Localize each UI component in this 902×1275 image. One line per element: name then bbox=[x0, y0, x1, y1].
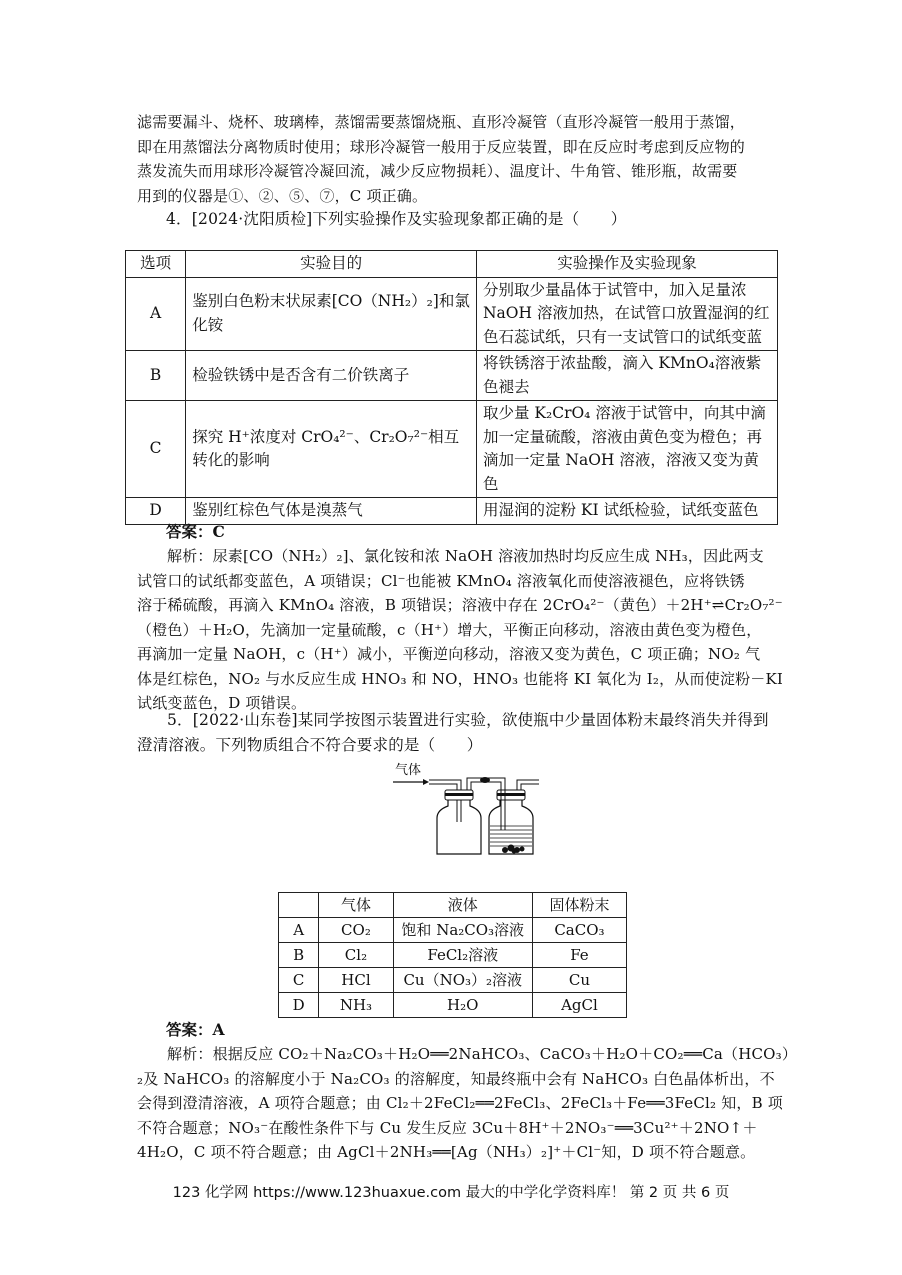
option-cell: D bbox=[279, 993, 319, 1018]
liquid-cell: FeCl₂溶液 bbox=[393, 943, 532, 968]
purpose-cell: 探究 H⁺浓度对 CrO₄²⁻、Cr₂O₇²⁻相互转化的影响 bbox=[186, 401, 477, 498]
bottle-1 bbox=[437, 800, 481, 854]
table-row bbox=[126, 277, 778, 351]
text-line: 试管口的试纸都变蓝色，A 项错误；Cl⁻也能被 KMnO₄ 溶液氧化而使溶液褪色，应将铁锈 bbox=[137, 571, 745, 590]
text-line: 会得到澄清溶液，A 项符合题意；由 Cl₂＋2FeCl₂══2FeCl₃、2FeCl₃＋Fe══3FeCl₂ 知，B 项 bbox=[137, 1094, 783, 1112]
tube-joint bbox=[480, 777, 490, 783]
solid-cell: Fe bbox=[532, 943, 626, 968]
text-line: 用到的仪器是①、②、⑤、⑦，C 项正确。 bbox=[137, 186, 428, 205]
purpose-cell: 鉴别白色粉末状尿素[CO（NH₂）₂]和氯化铵 bbox=[186, 277, 477, 351]
option-cell: B bbox=[126, 351, 186, 401]
text-line: 不符合题意；NO₃⁻在酸性条件下与 Cu 发生反应 3Cu＋8H⁺＋2NO₃⁻══3Cu²⁺＋2NO↑＋ bbox=[137, 1118, 758, 1137]
table-row bbox=[279, 968, 627, 993]
text-line: 解析：尿素[CO（NH₂）₂]、氯化铵和浓 NaOH 溶液加热时均反应生成 NH₃，因此两支 bbox=[167, 547, 764, 565]
text-line: 再滴加一定量 NaOH，c（H⁺）减小，平衡逆向移动，溶液又变为黄色，C 项正确；NO₂ 气 bbox=[137, 645, 761, 663]
solid-cell: Cu bbox=[532, 968, 626, 993]
liquid-cell: Cu（NO₃）₂溶液 bbox=[393, 968, 532, 993]
gas-cell: HCl bbox=[319, 968, 393, 993]
solid-cell: AgCl bbox=[532, 993, 626, 1018]
header-solid: 固体粉末 bbox=[532, 893, 626, 918]
question-4-stem: 4．[2024·沈阳质检]下列实验操作及实验现象都正确的是（ ） bbox=[166, 210, 627, 228]
question-4-analysis bbox=[137, 544, 784, 716]
question-5-table bbox=[278, 892, 627, 1018]
header-liquid: 液体 bbox=[393, 893, 532, 918]
question-5-stem bbox=[137, 708, 777, 757]
header-blank bbox=[279, 893, 319, 918]
text-line: ₂及 NaHCO₃ 的溶解度小于 Na₂CO₃ 的溶解度，知最终瓶中会有 NaHCO₃ 白色晶体析出，不 bbox=[137, 1069, 775, 1088]
liquid-cell: 饱和 Na₂CO₃溶液 bbox=[393, 918, 532, 943]
text-line: 滤需要漏斗、烧杯、玻璃棒，蒸馏需要蒸馏烧瓶、直形冷凝管（直形冷凝管一般用于蒸馏， bbox=[137, 113, 746, 131]
header-operation: 实验操作及实验现象 bbox=[476, 251, 777, 278]
purpose-cell: 检验铁锈中是否含有二价铁离子 bbox=[186, 351, 477, 401]
previous-explanation bbox=[137, 110, 777, 208]
inlet-tube bbox=[429, 780, 461, 822]
option-cell: C bbox=[279, 968, 319, 993]
text-line: 蒸发流失而用球形冷凝管冷凝回流，减少反应物损耗）、温度计、牛角管、锥形瓶，故需要 bbox=[137, 162, 738, 180]
table-row bbox=[279, 943, 627, 968]
option-cell: A bbox=[279, 918, 319, 943]
option-cell: C bbox=[126, 401, 186, 498]
table-header-row bbox=[126, 251, 778, 278]
liquid-hatching bbox=[490, 826, 532, 846]
text-line: 试纸变蓝色，D 项错误。 bbox=[137, 694, 307, 712]
question-4-table bbox=[125, 250, 778, 525]
arrow-head bbox=[423, 779, 429, 785]
outlet-tube bbox=[517, 780, 539, 790]
table-row bbox=[126, 351, 778, 401]
text-line: 体是红棕色，NO₂ 与水反应生成 HNO₃ 和 NO，HNO₃ 也能将 KI 氧化为 I₂，从而使淀粉－KI bbox=[137, 669, 784, 688]
text-line: 澄清溶液。下列物质组合不符合要求的是（ ） bbox=[137, 735, 483, 754]
table-row bbox=[126, 401, 778, 498]
gas-washing-apparatus bbox=[393, 760, 553, 870]
option-cell: D bbox=[126, 498, 186, 525]
header-purpose: 实验目的 bbox=[186, 251, 477, 278]
question-4-answer: 答案：C bbox=[166, 522, 225, 541]
option-cell: A bbox=[126, 277, 186, 351]
question-5-analysis bbox=[137, 1042, 798, 1165]
solid-cell: CaCO₃ bbox=[532, 918, 626, 943]
operation-cell: 分别取少量晶体于试管中，加入足量浓NaOH 溶液加热，在试管口放置湿润的红色石蕊试纸，只有一支试管口的试纸变蓝 bbox=[476, 277, 777, 351]
stopper-1-band bbox=[445, 793, 473, 796]
table-row bbox=[279, 993, 627, 1018]
gas-cell: Cl₂ bbox=[319, 943, 393, 968]
liquid-cell: H₂O bbox=[393, 993, 532, 1018]
table-row bbox=[279, 918, 627, 943]
gas-cell: CO₂ bbox=[319, 918, 393, 943]
gas-cell: NH₃ bbox=[319, 993, 393, 1018]
operation-cell: 用湿润的淀粉 KI 试纸检验，试纸变蓝色 bbox=[476, 498, 777, 525]
apparatus-diagram bbox=[393, 760, 553, 870]
text-line: 5．[2022·山东卷]某同学按图示装置进行实验，欲使瓶中少量固体粉末最终消失并得到 bbox=[167, 711, 769, 729]
text-line: 解析：根据反应 CO₂＋Na₂CO₃＋H₂O══2NaHCO₃、CaCO₃＋H₂O＋CO₂══Ca（HCO₃） bbox=[167, 1045, 798, 1063]
question-5-answer: 答案：A bbox=[166, 1020, 225, 1039]
header-option: 选项 bbox=[126, 251, 186, 278]
purpose-cell: 鉴别红棕色气体是溴蒸气 bbox=[186, 498, 477, 525]
text-line: （橙色）＋H₂O，先滴加一定量硫酸，c（H⁺）增大，平衡正向移动，溶液由黄色变为橙色， bbox=[137, 620, 762, 639]
option-cell: B bbox=[279, 943, 319, 968]
text-line: 溶于稀硫酸，再滴入 KMnO₄ 溶液，B 项错误；溶液中存在 2CrO₄²⁻（黄色）＋2H⁺⇌Cr₂O₇²⁻ bbox=[137, 596, 783, 614]
text-line: 4H₂O，C 项不符合题意；由 AgCl＋2NH₃══[Ag（NH₃）₂]⁺＋Cl⁻知，D 项不符合题意。 bbox=[137, 1143, 756, 1161]
gas-label: 气体 bbox=[395, 762, 422, 777]
text-line: 即在用蒸馏法分离物质时使用；球形冷凝管一般用于反应装置，即在反应时考虑到反应物的 bbox=[137, 137, 746, 156]
header-gas: 气体 bbox=[319, 893, 393, 918]
table-header-row bbox=[279, 893, 627, 918]
page-footer: 123 化学网 https://www.123huaxue.com 最大的中学化学资料库！ 第 2 页 共 6 页 bbox=[172, 1185, 730, 1201]
operation-cell: 将铁锈溶于浓盐酸，滴入 KMnO₄溶液紫色褪去 bbox=[476, 351, 777, 401]
operation-cell: 取少量 K₂CrO₄ 溶液于试管中，向其中滴加一定量硫酸，溶液由黄色变为橙色；再滴加一定量 NaOH 溶液，溶液又变为黄色 bbox=[476, 401, 777, 498]
